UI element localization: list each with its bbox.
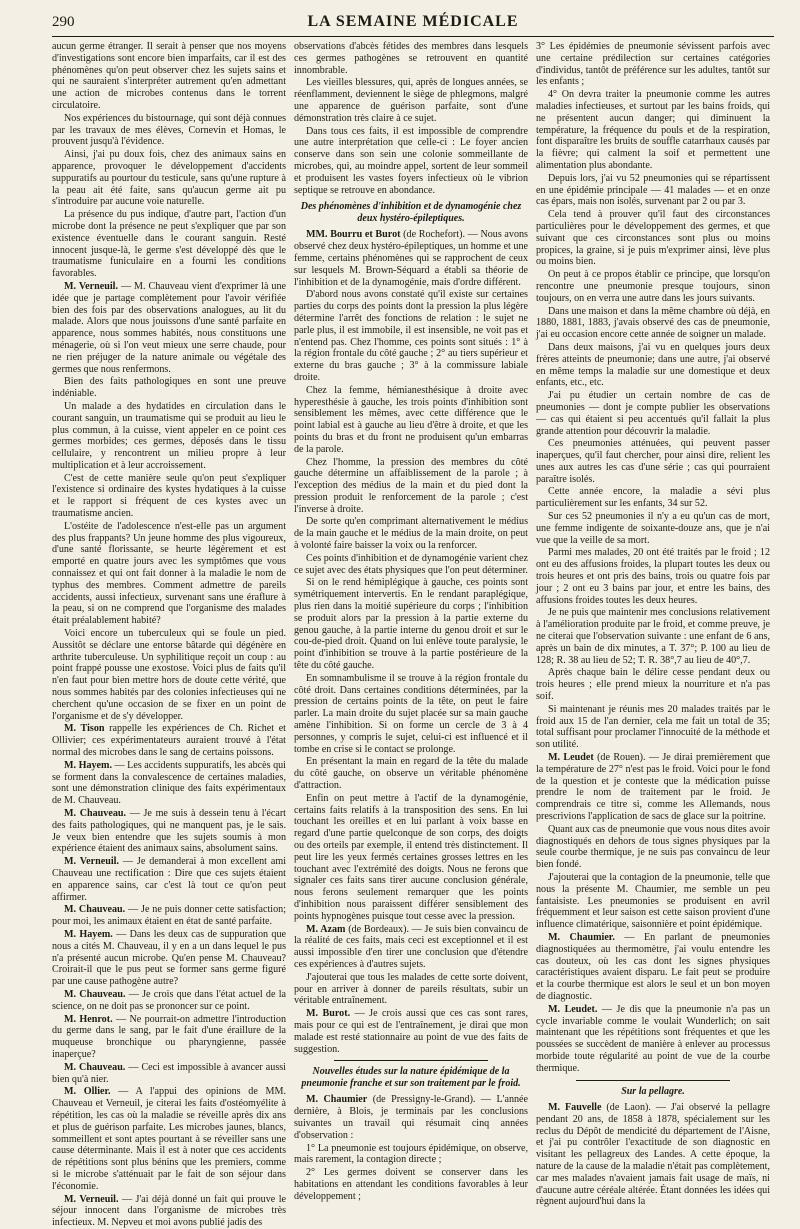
section-heading: Des phénomènes d'inhibition et de dynamogénie chez deux hystéro-épileptiques.	[300, 201, 522, 224]
paragraph	[294, 385, 528, 456]
text-columns	[52, 41, 774, 1229]
paragraph-text: Bien des faits pathologiques en sont une preuve indéniable.	[52, 376, 286, 400]
paragraph-text: Enfin on peut mettre à l'actif de la dynamogénie, certains faits relatifs à la transposition des sens. En lui touchant les oreilles et en lui parlant à voix basse en regard d'une partie quelconque de son corps, des doigts ou des orteils par exemple, il entend très distinctement. Il peut lire les yeux fermés certaines grosses lettres en les touchant avec l'extrémité des doigts. Nous ne ferons que signaler ces faits sans tirer aucune conclusion générale, nous ferons seulement remarquer que les points d'inhibition nous paraissent différer sensiblement des points hypnogènes puisque tout cesse avec la pression.	[294, 792, 528, 922]
column-right	[536, 41, 770, 1208]
paragraph	[294, 516, 528, 551]
paragraph-text: Chez l'homme, la pression des membres du côté gauche détermine un affaiblissement de la parole ; à l'exception des médius de la main et du pied dont la pression produit le renforcement de la parole ; c'est l'inverse à droite.	[294, 456, 528, 515]
paragraph	[52, 760, 286, 807]
paragraph-text: Nos expériences du bistournage, qui sont déjà connues par les travaux de mes élèves, Cornevin et Homas, le prouvent jusqu'à l'évidence.	[52, 112, 286, 148]
paragraph-text: aucun germe étranger. Il serait à penser que nos moyens d'investigations sont encore bien imparfaits, car il est des phénomènes qu'on peut observer chez les sujets sains et qui ne sauraient s'interpréter autrement qu'en admettant une action de microbes contenus dans le torrent circulatoire.	[52, 41, 286, 111]
paragraph	[536, 306, 770, 341]
paragraph-text: Je ne puis que maintenir mes conclusions relativement à l'amélioration produite par le froid, et comme preuve, je ne citerai que l'observation suivante : une enfant de 6 ans, après un bain de dix minutes, a T. 37°; P. 100 au lieu de 128; R. 38 au lieu de 52; T. R. 38°,7 au lieu de 40°,7.	[536, 607, 770, 666]
paragraph	[536, 89, 770, 172]
paragraph	[294, 972, 528, 1007]
paragraph	[536, 667, 770, 702]
column-middle	[294, 41, 529, 1202]
paragraph	[536, 872, 770, 931]
section-divider	[334, 1060, 488, 1061]
speaker-name: M. Hayem.	[64, 928, 113, 940]
paragraph	[294, 77, 528, 124]
paragraph-text: L'ostéite de l'adolescence n'est-elle pas un argument des plus frappants? Un jeune homme des plus vigoureux, d'une santé florissante, se heurte légèrement et est emporté en quatre jours avec les symptômes que vous connaissez et qui ont fait donner à la maladie le nom de typhus des membres. Comment admettre de pareils accidents, aussi infectieux, survenant sans une éraflure à la peau, si on ne comprend que l'organisme des malades était préalablement habité?	[52, 520, 286, 627]
column-left	[52, 41, 287, 1229]
paragraph-text: — M. Chauveau vient d'exprimer là une idée que je partage complètement pour l'avoir vérifiée bien des fois par des observations analogues, au lit du malade. Alors que nous jouissons d'une santé parfaite en apparence, nous sommes habités, nous constituons une ménagerie, où si l'on veut mieux une serre chaude, pour ne rien préjuger de la nature animale ou végétale des germes que nous renfermons.	[52, 280, 286, 375]
page-header	[52, 10, 774, 37]
speaker-name: M. Ollier.	[64, 1086, 111, 1098]
paragraph-text: En somnambulisme il se trouve à la région frontale du côté droit. Dans certaines conditions déterminées, par la pression de certains points de la tête, on peut le faire parler. La main droite du sujet placée sur sa main gauche amène l'inhibition. Si on forme un cercle de 3 à 4 personnes, y compris le sujet, celui-ci est influencé et il tombe en crise si le contact se prolonge.	[294, 672, 528, 755]
paragraph	[536, 607, 770, 666]
paragraph-text: Les vieilles blessures, qui, après de longues années, se réenflamment, deviennent le siège de phlegmons, malgré une apparence de guérison parfaite, sont d'une démonstration très claire à ce sujet.	[294, 77, 528, 124]
paragraph-text: (de Bordeaux). — Je suis bien convaincu de la réalité de ces faits, mais ceci est exceptionnel et il est aussi impossible d'en tirer une conclusion que d'étendre ces expériences à d'autres sujets.	[294, 923, 529, 970]
paragraph	[294, 126, 528, 197]
paragraph	[294, 1008, 528, 1055]
section-divider	[576, 1080, 730, 1081]
paragraph-text: — Je crois aussi que ces cas sont rares, mais pour ce qui est de l'entraînement, je dirai que mon malade est resté stationnaire au point de vue des faits de suggestion.	[294, 1008, 528, 1055]
paragraph-text: Quant aux cas de pneumonie que vous nous dites avoir diagnostiqués en dehors de tous signes physiques par la seule courbe thermique, je ne suis pas convaincu de leur bien fondé.	[536, 823, 770, 871]
paragraph	[294, 41, 528, 76]
paragraph-text: Chez la femme, hémianesthésique à droite avec hyperesthésie à gauche, les trois points d'inhibition sont sensiblement les mêmes, avec cette différence que le point labial est à gauche au lieu d'être à droite, et que les points du bras et du front ne produisent qu'un embarras de la parole.	[294, 384, 528, 455]
paragraph-text: 1° La pneumonie est toujours épidémique, on observe, mais rarement, la contagion directe ;	[294, 1142, 528, 1166]
paragraph	[536, 390, 770, 437]
paragraph-text: observations d'abcès fétides des membres dans lesquels ces germes pathogènes se retrouvent en quantité innombrable.	[294, 41, 528, 76]
paragraph-text: — J'ai déjà donné un fait qui prouve le séjour innocent dans l'organisme de microbes très infectieux. M. Nepveu et moi avons publié jadis des	[52, 1193, 286, 1229]
speaker-name: M. Chaumier.	[548, 931, 615, 943]
paragraph	[52, 401, 286, 472]
speaker-name: M. Verneuil.	[64, 280, 118, 292]
speaker-name: M. Azam	[306, 923, 346, 935]
paragraph	[536, 752, 770, 823]
paragraph-text: J'ai pu étudier un certain nombre de cas de pneumonies — dont je compte publier les observations — cas qui étaient si peu accentués qu'il fallait la plus grande attention pour découvrir la maladie.	[536, 390, 770, 437]
paragraph	[52, 1194, 286, 1229]
paragraph-text: (de Rochefort). — Nous avons observé chez deux hystéro-épileptiques, un homme et une femme, certains phénomènes qui se rapprochent de ceux sur lesquels M. Brown-Séquard a établi sa théorie de l'inhibition et de la dynamogénie, mais d'ordre différent.	[294, 229, 528, 288]
paragraph-text: J'ajouterai que tous les malades de cette sorte doivent, pour en arriver à donner de pareils résultats, subir un véritable entraînement.	[294, 971, 528, 1007]
paragraph	[52, 904, 286, 928]
paragraph	[52, 521, 286, 627]
paragraph-text: Depuis lors, j'ai vu 52 pneumonies qui se répartissent en une épidémie principale — 41 malades — et en onze cas épars, mais non isolés, survenant par 2 ou par 3.	[536, 172, 770, 208]
page-number: 290	[52, 14, 75, 30]
paragraph	[294, 553, 528, 577]
paragraph-text: — A l'appui des opinions de MM. Chauveau et Verneuil, je citerai les faits d'ostéomyélite à répétition, les cas où la maladie se réveille après dix ans et plus de guérison parfaite. Les microbes jaunes, blancs, sommeillent et sont aptes pourtant à se réveiller sans une cause déterminante. Mais il est à noter que ces accidents de répétitions sont plus bénins que les premiers, comme si le microbe s'atténuait par le fait de son séjour dans l'économie.	[52, 1086, 286, 1192]
paragraph	[536, 511, 770, 546]
paragraph-text: Voici encore un tuberculeux qui se foule un pied. Aussitôt se déclare une entorse bâtarde qui dégénère en arthrite tuberculeuse. Un syphilitique reçoit un coup : au point frappé pousse une exostose. Voici plus de faits qu'il n'en faut pour bien mettre hors de doute cette vérité, que nous sommes habités par des colonies infectieuses qui ne cherchent qu'une occasion de se fixer en un point de l'organisme et de s'y développer.	[52, 628, 286, 722]
speaker-name: M. Burot.	[306, 1008, 351, 1020]
paragraph-text: — Dans les deux cas de suppuration que nous a cités M. Chauveau, il y en a un dans lequel le pus n'a présenté aucun microbe. Qu'en pense M. Chauveau? Croirait-il que le pus peut se former sans germe figuré par une cause pathogène autre?	[52, 928, 286, 988]
paragraph-text: D'abord nous avons constaté qu'il existe sur certaines parties du corps des points dont la pression la plus légère détermine l'arrêt des fonctions de relation : le sujet ne parle plus, il est immobile, il est insensible, ne voit pas et n'entend pas. Chez l'homme, ces points sont situés : 1° à la région frontale du côté gauche ; 2° au tiers supérieur et externe du bras gauche ; 3° à la commissure labiale droite.	[294, 289, 528, 383]
paragraph	[536, 704, 770, 751]
paragraph-text: En présentant la main en regard de la tête du malade du côté gauche, on observe un véritable phénomène d'attraction.	[294, 756, 528, 792]
paragraph-text: C'est de cette manière seule qu'on peut s'expliquer l'existence si ordinaire des kystes hydatiques à la cuisse et le rapport si fréquent de ces kystes avec un traumatisme ancien.	[52, 472, 286, 520]
paragraph-text: Cela tend à prouver qu'il faut des circonstances particulières pour le développement des germes, et que suivant que ces circonstances sont plus ou moins propices, la graine, si je puis m'exprimer ainsi, lève plus ou moins bien.	[536, 209, 770, 268]
paragraph	[52, 376, 286, 400]
paragraph	[536, 342, 770, 389]
paragraph	[52, 1062, 286, 1086]
paragraph	[536, 209, 770, 268]
paragraph-text: — En parlant de pneumonies diagnostiquées au thermomètre, j'ai voulu entendre les cas douteux, où les cas dont les signes physiques caractéristiques avaient disparu. Le fait peut se produire et la courbe thermique est alors le seul et un bon moyen de diagnostic.	[536, 931, 770, 1002]
paragraph	[536, 824, 770, 871]
paragraph-text: 2° Les germes doivent se conserver dans les habitations en attendant les conditions favorables à leur développement ;	[294, 1167, 528, 1202]
speaker-name: M. Chauveau.	[64, 808, 127, 819]
speaker-name: M. Chauveau.	[64, 904, 126, 916]
paragraph	[294, 457, 528, 516]
paragraph	[52, 1014, 286, 1061]
paragraph	[294, 673, 528, 756]
paragraph-text: Ces pneumonies atténuées, qui peuvent passer inaperçues, qu'il faut chercher, pour ainsi dire, relient les unes aux autres les cas d'une série ; cas qui pourraient paraître isolés.	[536, 438, 770, 485]
speaker-name: M. Chauveau.	[64, 1061, 126, 1073]
paragraph	[52, 808, 286, 855]
paragraph	[294, 793, 528, 923]
paragraph-text: — Je ne puis donner cette satisfaction; pour moi, les animaux étaient en état de santé parfaite.	[52, 904, 286, 928]
paragraph	[52, 149, 286, 208]
paragraph	[536, 486, 770, 510]
paragraph	[294, 1167, 528, 1202]
paragraph-text: — Ne pourrait-on admettre l'introduction du germe dans le sang, par le fait d'une éraillure de la muqueuse bronchique ou pharyngienne, passée inaperçue?	[52, 1013, 287, 1060]
speaker-name: M. Verneuil.	[64, 1193, 119, 1205]
paragraph-text: Après chaque bain le délire cesse pendant deux ou trois heures ; elle prend mieux la nourriture et n'a pas soif.	[536, 667, 770, 703]
speaker-name: M. Hayem.	[64, 759, 112, 771]
speaker-name: M. Chaumier	[306, 1094, 368, 1106]
paragraph-text: La présence du pus indique, d'autre part, l'action d'un microbe dont la présence ne peut s'expliquer que par son existence éventuelle dans le courant sanguin. Resté innocent jusque-là, le germe s'est développé dès que le traumatisme funiculaire en a fourni les conditions favorables.	[52, 209, 286, 280]
speaker-name: M. Chauveau.	[64, 988, 126, 1000]
paragraph-text: 3° Les épidémies de pneumonie sévissent parfois avec une certaine prédilection sur certaines catégories d'individus, tantôt de préférence sur les adultes, tantôt sur les enfants ;	[536, 41, 770, 88]
paragraph	[536, 547, 770, 606]
paragraph	[294, 924, 528, 971]
paragraph	[52, 1086, 286, 1192]
paragraph	[52, 281, 286, 375]
speaker-name: MM. Bourru et Burot	[306, 229, 401, 241]
paragraph	[52, 856, 286, 903]
paragraph-text: — Je dis que la pneumonie n'a pas un cycle invariable comme le voulait Wunderlich; on sait maintenant que les répétitions sont fréquentes et que les poussées se succèdent de manière à enlever au processus morbide toute régularité au point de vue de la courbe thermique.	[536, 1003, 770, 1074]
paragraph-text: Dans une maison et dans la même chambre où déjà, en 1880, 1881, 1883, j'avais observé des cas de pneumonie, j'ai eu occasion encore cette année de soigner un malade.	[536, 305, 770, 341]
paragraph-text: Si maintenant je réunis mes 20 malades traités par le froid aux 15 de l'an dernier, cela me fait un total de 35; total suffisant pour proclamer l'innocuité de la méthode et son utilité.	[536, 703, 770, 751]
paragraph	[536, 269, 770, 304]
paragraph	[294, 1094, 528, 1141]
paragraph-text: On peut à ce propos établir ce principe, que lorsqu'on rencontre une pneumonie presque toujours, sinon toujours, on en verra une autre dans les jours suivants.	[536, 269, 770, 304]
speaker-name: M. Leudet	[548, 752, 594, 764]
paragraph	[294, 1143, 528, 1167]
speaker-name: M. Henrot.	[64, 1013, 113, 1025]
paragraph-text: Ainsi, j'ai pu doux fois, chez des animaux sains en apparence, provoquer le développement d'accidents suppuratifs au pourtour du testicule, sans qu'une rupture à la peau ait été faite, sans qu'aucun germe ait pu s'introduire par aucune voie naturelle.	[52, 149, 286, 208]
paragraph	[536, 173, 770, 208]
speaker-name: M. Tison	[64, 723, 105, 735]
paragraph	[536, 438, 770, 485]
paragraph	[536, 932, 770, 1003]
journal-title: LA SEMAINE MÉDICALE	[307, 13, 519, 30]
paragraph	[294, 229, 528, 288]
paragraph	[294, 577, 528, 671]
paragraph	[52, 628, 286, 722]
paragraph	[294, 289, 528, 383]
paragraph-text: Dans tous ces faits, il est impossible de comprendre une autre interprétation que celle-ci : Le foyer ancien conserve dans son sein une colonie sommeillante de microbes, qui, au moindre appel, sortent de leur sommeil et produisent les vastes foyers infectieux où le vibrion septique se retrouve en abondance.	[294, 125, 528, 196]
paragraph	[536, 41, 770, 88]
paragraph-text: rappelle les expériences de Ch. Richet et Ollivier; ces expérimentateurs auraient trouvé à l'état normal des microbes dans le sang de certains poissons.	[52, 723, 286, 759]
paragraph-text: — Je crois que dans l'état actuel de la science, on ne doit pas se prononcer sur ce point.	[52, 988, 286, 1012]
paragraph-text: J'ajouterai que la contagion de la pneumonie, telle que nous la présente M. Chaumier, me semble un peu fantaisiste. Les pneumonies se produisent en avril fréquemment et leur saison est cette saison provient d'une influence climatérique, saisonnière et point épidémique.	[536, 871, 770, 931]
paragraph-text: — Je demanderai à mon excellent ami Chauveau une rectification : Dire que ces sujets étaient en apparence sains, car c'est là tout ce qu'on peut affirmer.	[52, 856, 287, 903]
paragraph-text: Ces points d'inhibition et de dynamogénie varient chez ce sujet avec des états physiques que l'on peut déterminer.	[294, 552, 528, 576]
paragraph-text: (de Rouen). — Je dirai premièrement que la température de 27° n'est pas le froid. Voici pour le fond de la question et je conteste que la médication puisse prendre le nom de traitement par le froid. Je comprendrais ce titre si, comme les Allemands, nous prescrivions l'application de sacs de glace sur la poitrine.	[536, 752, 770, 822]
paragraph	[536, 1004, 770, 1075]
paragraph-text: (de Pressigny-le-Grand). — L'année dernière, à Blois, je terminais par les conclusions suivantes un travail qui résumait cinq années d'observation :	[294, 1094, 529, 1141]
paragraph-text: (de Laon). — J'ai observé la pellagre pendant 20 ans, de 1858 à 1878, spécialement sur les reclus du Dépôt de mendicité du département de l'Aisne, et j'ai pu contrôler l'exactitude de son diagnostic en visitant les pellagreux des Landes. A cette époque, la nature de la cause de la maladie n'était pas complètement, car mes malades n'avaient jamais fait usage de maïs, ni d'aucune autre céréale altérée. Étant données les idées qui règnent aujourd'hui dans la	[536, 1102, 770, 1208]
paragraph-text: — Ceci est impossible à avancer aussi bien qu'à nier.	[52, 1061, 286, 1085]
paragraph-text: Sur ces 52 pneumonies il n'y a eu qu'un cas de mort, une femme indigente de soixante-douze ans, que je n'ai vue que la veille de sa mort.	[536, 511, 770, 546]
paragraph	[52, 723, 286, 758]
paragraph-text: Cette année encore, la maladie a sévi plus particulièrement sur les enfants, 34 sur 52.	[536, 486, 770, 510]
paragraph	[52, 473, 286, 520]
paragraph-text: Un malade a des hydatides en circulation dans le courant sanguin, un traumatisme qui se produit au lieu le plus commun, à la cuisse, vient appeler en ce point ces germes morbides; ces germes, déposés dans le tissu cellulaire, y rencontrent un milieu propre à leur multiplication et à leur accroissement.	[52, 400, 286, 471]
speaker-name: M. Leudet.	[548, 1003, 598, 1015]
paragraph	[536, 1102, 770, 1208]
section-heading: Sur la pellagre.	[621, 1085, 685, 1097]
paragraph	[294, 756, 528, 791]
paragraph-text: De sorte qu'en comprimant alternativement le médius de la main gauche et le médius de la main droite, on peut à volonté faire baisser la voix ou la renforcer.	[294, 516, 528, 552]
section-heading: Nouvelles études sur la nature épidémique de la pneumonie franche et sur son traitement par le froid.	[301, 1066, 521, 1089]
paragraph-text: Si on le rend hémiplégique à gauche, ces points sont symétriquement intervertis. En le rendant paraplégique, plus rien dans la moitié supérieure du corps ; l'inhibition se produit alors par la pression à la partie externe du genou gauche, à la partie interne du genou droit et sur le cou-de-pied droit. Quand on lui enlève toute paralysie, le point d'inhibition se trouve à la partie postérieure de la tête du côté gauche.	[294, 577, 528, 672]
paragraph-text: — Les accidents suppuratifs, les abcès qui se forment dans la convalescence de certaines maladies, sont une démonstration clinique des faits expérimentaux de M. Chauveau.	[52, 759, 286, 807]
paragraph	[52, 41, 286, 112]
speaker-name: M. Fauvelle	[548, 1102, 602, 1114]
paragraph-text: Dans deux maisons, j'ai vu en quelques jours deux frères atteints de pneumonie; dans une autre, j'ai observé en même temps la maladie sur une domestique et deux enfants, etc., etc.	[536, 341, 770, 389]
paragraph	[52, 989, 286, 1013]
speaker-name: M. Verneuil.	[64, 856, 119, 868]
paragraph-text: Parmi mes malades, 20 ont été traités par le froid ; 12 ont eu des affusions froides, la plupart toutes les deux ou trois heures et ont pris des bains, trois ou quatre fois par jour ; 2 ont eu 3 bains par jour, et entre les bains, des affusions froides toutes les deux heures.	[536, 547, 770, 606]
paragraph-text: 4° On devra traiter la pneumonie comme les autres maladies infectieuses, et surtout par les bains froids, qui ne présentent aucun danger; qui diminuent la température, la fréquence du pouls et de la respiration, font disparaître les bruits de souffle catarrhaux causés par la fièvre; qui calment la soif et permettent une alimentation plus abondante.	[536, 89, 770, 171]
paragraph	[52, 113, 286, 148]
paragraph-text: — Je me suis à dessein tenu à l'écart des faits pathologiques, qui ne manquent pas, je le sais. Je veux bien entendre que les sujets soumis à mon expérience étaient des animaux sains, absolument sains.	[52, 808, 286, 855]
paragraph	[52, 929, 286, 988]
paragraph	[52, 209, 286, 280]
